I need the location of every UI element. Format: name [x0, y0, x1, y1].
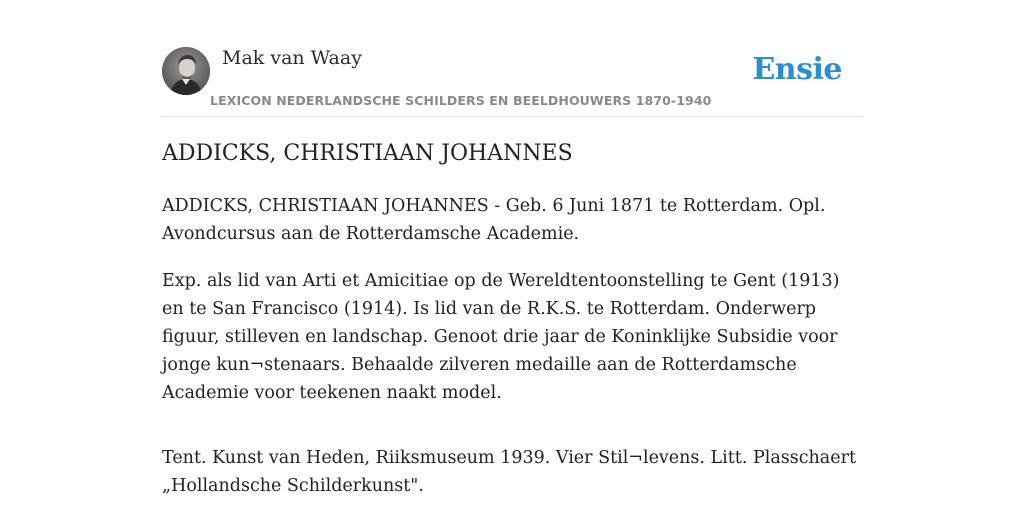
header	[162, 0, 862, 117]
avatar[interactable]	[162, 47, 210, 95]
portrait-image	[162, 47, 210, 95]
paragraph: Exp. als lid van Arti et Amicitiae op de Wereldtentoonstelling te Gent (1913) en te San Francisco (1914). Is lid van de R.K.S. te Rotterdam. Onderwerp figuur, stilleven en landschap. Genoot drie jaar de Koninklijke Subsidie voor jonge kun¬stenaars. Behaalde zilveren medaille aan de Rotterdamsche Academie voor teekenen naakt model.	[162, 271, 840, 403]
article-body	[162, 192, 862, 512]
paragraph: ADDICKS, CHRISTIAAN JOHANNES - Geb. 6 Juni 1871 te Rotterdam. Opl. Avondcursus aan de Rotterdamsche Academie.	[162, 196, 826, 244]
ensie-logo[interactable]: Ensie	[752, 52, 842, 87]
lexicon-title[interactable]: LEXICON NEDERLANDSCHE SCHILDERS EN BEELDHOUWERS 1870-1940	[210, 93, 712, 108]
author-name[interactable]: Mak van Waay	[222, 47, 362, 69]
page-title: ADDICKS, CHRISTIAAN JOHANNES	[162, 141, 573, 166]
paragraph: Tent. Kunst van Heden, Riiksmuseum 1939. Vier Stil¬levens. Litt. Plasschaert „Hollandsche Schilderkunst".	[162, 448, 856, 496]
page	[162, 0, 862, 512]
